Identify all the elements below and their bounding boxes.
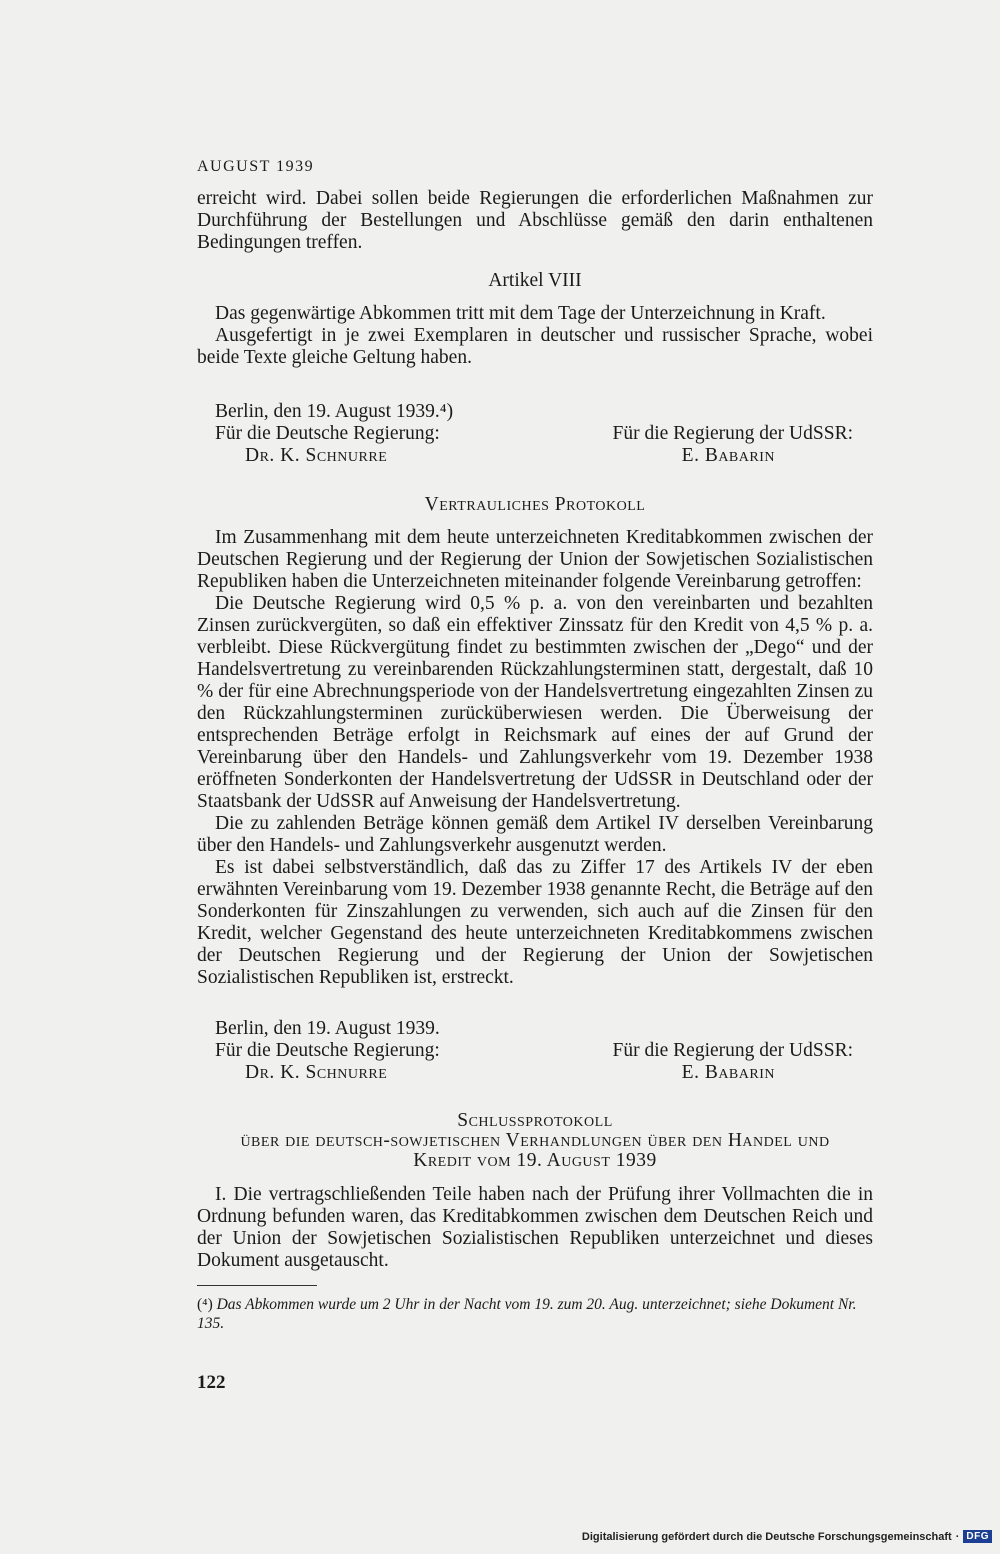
signature-block (197, 401, 873, 471)
page-number: 122 (197, 1372, 226, 1393)
credit-text: Digitalisierung gefördert durch die Deutsche Forschungsgemeinschaft (581, 1530, 952, 1543)
schlussprotokoll-subheading: über die deutsch-sowjetischen Verhandlungen über den Handel und (240, 1130, 830, 1151)
schlussprotokoll-subheading: Kredit vom 19. August 1939 (413, 1150, 657, 1171)
ussr-government-label: Für die Regierung der UdSSR: (612, 1040, 853, 1061)
paragraph: erreicht wird. Dabei sollen beide Regierungen die erforderlichen Maßnahmen zur Durchführung der Bestellungen und Abschlüsse gemäß den darin enthaltenen Bedingungen treffen. (197, 188, 873, 253)
top-paragraph (197, 188, 873, 254)
paragraph: Es ist dabei selbstverständlich, daß das zu Ziffer 17 des Artikels IV der eben erwähnten Vereinbarung vom 19. Dezember 1938 genannte Recht, die Beträge auf den Sonderkonten für Zinszahlungen zu verwenden, sich auch auf die Zinsen für den Kredit, welcher Gegenstand des heute unterzeichneten Kreditabkommens zwischen der Deutschen Regierung und der Regierung der Union der Sowjetischen Sozialistischen Republiken ist, erstreckt. (197, 857, 873, 988)
ussr-government-label: Für die Regierung der UdSSR: (612, 423, 853, 444)
schlussprotokoll-body (197, 1184, 873, 1272)
german-signatory: Dr. K. Schnurre (245, 445, 388, 466)
running-head: AUGUST 1939 (197, 158, 315, 175)
paragraph: Die zu zahlenden Beträge können gemäß dem Artikel IV derselben Vereinbarung über den Handels- und Zahlungsverkehr ausgenutzt werden. (197, 813, 873, 856)
protokoll-body (197, 527, 873, 989)
schlussprotokoll-heading: Schlussprotokoll (457, 1110, 613, 1131)
place-date: Berlin, den 19. August 1939.⁴) (215, 401, 454, 422)
footnote-divider (197, 1285, 317, 1286)
german-government-label: Für die Deutsche Regierung: (215, 1040, 440, 1061)
place-date: Berlin, den 19. August 1939. (215, 1018, 440, 1039)
paragraph: Ausgefertigt in je zwei Exemplaren in deutscher und russischer Sprache, wobei beide Texte gleiche Geltung haben. (197, 325, 873, 368)
german-government-label: Für die Deutsche Regierung: (215, 423, 440, 444)
artikel-heading: Artikel VIII (488, 270, 582, 291)
footnote (197, 1295, 873, 1333)
digitization-credit (582, 1530, 992, 1543)
paragraph: Das gegenwärtige Abkommen tritt mit dem Tage der Unterzeichnung in Kraft. (215, 303, 826, 324)
footnote-text: Das Abkommen wurde um 2 Uhr in der Nacht vom 19. zum 20. Aug. unterzeichnet; siehe Dokument Nr. 135. (197, 1296, 857, 1332)
ussr-signatory: E. Babarin (681, 445, 775, 466)
signature-block (197, 1018, 873, 1088)
artikel-body (197, 303, 873, 369)
footnote-marker: (⁴) (197, 1296, 213, 1313)
ussr-signatory: E. Babarin (681, 1062, 775, 1083)
dfg-logo: DFG (963, 1530, 992, 1543)
paragraph: I. Die vertragschließenden Teile haben nach der Prüfung ihrer Vollmachten die in Ordnung befunden waren, das Kreditabkommen zwischen dem Deutschen Reich und der Union der Sowjetischen Sozialistischen Republiken unterzeichnet und dieses Dokument ausgetauscht. (197, 1184, 873, 1271)
protokoll-heading: Vertrauliches Protokoll (424, 494, 646, 515)
paragraph: Im Zusammenhang mit dem heute unterzeichneten Kreditabkommen zwischen der Deutschen Regierung und der Regierung der Union der Sowjetischen Sozialistischen Republiken haben die Unterzeichneten miteinander folgende Vereinbarung getroffen: (197, 527, 873, 592)
german-signatory: Dr. K. Schnurre (245, 1062, 388, 1083)
credit-separator: · (955, 1530, 960, 1543)
paragraph: Die Deutsche Regierung wird 0,5 % p. a. von den vereinbarten und bezahlten Zinsen zurückvergüten, so daß ein effektiver Zinssatz für den Kredit von 4,5 % p. a. verbleibt. Diese Rückvergütung findet zu bestimmten zwischen der „Dego“ und der Handelsvertretung zu vereinbarenden Rückzahlungsterminen statt, dergestalt, daß 10 % der für eine Abrechnungsperiode von der Handelsvertretung eingezahlten Zinsen zu den Rückzahlungsterminen zurücküberwiesen werden. Die Überweisung der entsprechenden Beträge erfolgt in Reichsmark auf eines der auf Grund der Vereinbarung über den Handels- und Zahlungsverkehr vom 19. Dezember 1938 eröffneten Sonderkonten der Handelsvertretung der UdSSR in Deutschland oder der Staatsbank der UdSSR auf Anweisung der Handelsvertretung. (197, 593, 873, 812)
